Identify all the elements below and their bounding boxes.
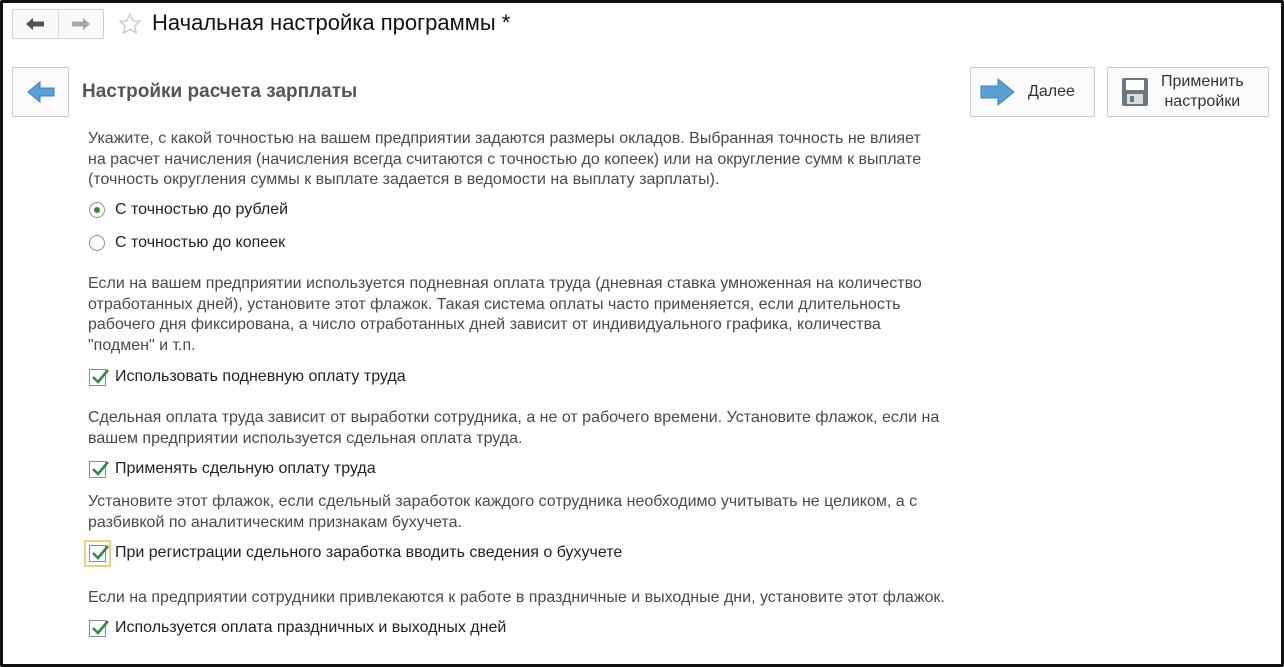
back-button[interactable] bbox=[12, 67, 69, 117]
precision-text-line1: Укажите, с какой точностью на вашем предприятии задаются размеры окладов. Выбранная точность не влияет bbox=[88, 130, 921, 147]
precision-text-line2: на расчет начисления (начисления всегда считаются с точностью до копеек) или на округление сумм к выплате bbox=[88, 150, 922, 168]
precision-text-line3: (точность округления суммы к выплате задается в ведомости на выплату зарплаты). bbox=[88, 171, 720, 188]
holiday-text-line1: Если на предприятии сотрудники привлекаются к работе в праздничные и выходные дни, установите этот флажок. bbox=[88, 589, 945, 606]
checkbox-option-daily-pay[interactable] bbox=[88, 366, 406, 388]
history-forward-button[interactable] bbox=[58, 10, 104, 38]
back-arrow-icon bbox=[25, 17, 45, 31]
apply-settings-button[interactable] bbox=[1107, 67, 1269, 117]
acct-text-line2: разбивкой по аналитическим признакам бухучета. bbox=[88, 513, 462, 531]
radio-rubles[interactable] bbox=[89, 202, 105, 218]
apply-settings-label-line1: Применить bbox=[1161, 73, 1244, 90]
checkbox-piece-pay[interactable] bbox=[89, 461, 106, 478]
history-nav bbox=[12, 9, 104, 39]
checkmark-icon bbox=[90, 459, 110, 479]
checkbox-daily-pay[interactable] bbox=[89, 369, 106, 386]
daily-text-line3: рабочего дня фиксирована, а число отработанных дней зависит от индивидуального графика, количества bbox=[88, 316, 881, 333]
piece-text-line1: Сдельная оплата труда зависит от выработки сотрудника, а не от рабочего времени. Установите флажок, если на bbox=[88, 409, 940, 426]
piece-text-line2: вашем предприятии используется сдельная оплата труда. bbox=[88, 429, 523, 447]
checkbox-accounting[interactable] bbox=[89, 545, 106, 562]
checkbox-holiday-label: Используется оплата праздничных и выходных дней bbox=[115, 619, 507, 636]
apply-settings-label-line2: настройки bbox=[1164, 93, 1241, 110]
checkbox-accounting-label: При регистрации сдельного заработка вводить сведения о бухучете bbox=[115, 544, 623, 561]
holiday-description bbox=[88, 588, 945, 609]
radio-kopecks-label: С точностью до копеек bbox=[115, 234, 286, 251]
daily-text-line1: Если на вашем предприятии используется подневная оплата труда (дневная ставка умноженная на количество bbox=[88, 275, 922, 292]
piece-pay-description bbox=[88, 408, 939, 449]
checkbox-option-accounting[interactable] bbox=[88, 542, 622, 564]
radio-option-kopecks[interactable] bbox=[88, 232, 285, 254]
accounting-description bbox=[88, 492, 917, 533]
star-icon[interactable] bbox=[118, 12, 142, 36]
acct-text-line1: Установите этот флажок, если сдельный заработок каждого сотрудника необходимо учитывать не целиком, а с bbox=[88, 493, 918, 510]
forward-arrow-icon bbox=[71, 17, 91, 31]
history-back-button[interactable] bbox=[13, 10, 58, 38]
next-arrow-icon bbox=[980, 77, 1016, 107]
checkbox-option-holiday[interactable] bbox=[88, 617, 506, 639]
checkmark-icon bbox=[90, 543, 110, 563]
radio-rubles-label: С точностью до рублей bbox=[115, 201, 289, 218]
radio-option-rubles[interactable] bbox=[88, 199, 288, 221]
daily-text-line4: "подмен" и т.п. bbox=[88, 336, 196, 354]
daily-text-line2: отработанных дней), установите этот флажок. Такая система оплаты часто применяется, если длительность bbox=[88, 295, 901, 313]
checkbox-holiday[interactable] bbox=[89, 620, 106, 637]
back-arrow-big-icon bbox=[26, 80, 56, 104]
save-disk-icon bbox=[1121, 77, 1149, 107]
section-title: Настройки расчета зарплаты bbox=[82, 81, 358, 102]
checkmark-icon bbox=[90, 618, 110, 638]
checkmark-icon bbox=[90, 367, 110, 387]
daily-pay-description bbox=[88, 274, 922, 356]
radio-kopecks[interactable] bbox=[89, 235, 105, 251]
checkbox-daily-pay-label: Использовать подневную оплату труда bbox=[115, 368, 406, 385]
precision-description bbox=[88, 129, 921, 191]
window-title: Начальная настройка программы * bbox=[152, 10, 511, 35]
apply-settings-label bbox=[1161, 72, 1244, 112]
next-button-label: Далее bbox=[1028, 83, 1075, 100]
checkbox-option-piece-pay[interactable] bbox=[88, 458, 376, 480]
checkbox-piece-pay-label: Применять сдельную оплату труда bbox=[115, 460, 376, 477]
next-button[interactable] bbox=[970, 67, 1095, 117]
